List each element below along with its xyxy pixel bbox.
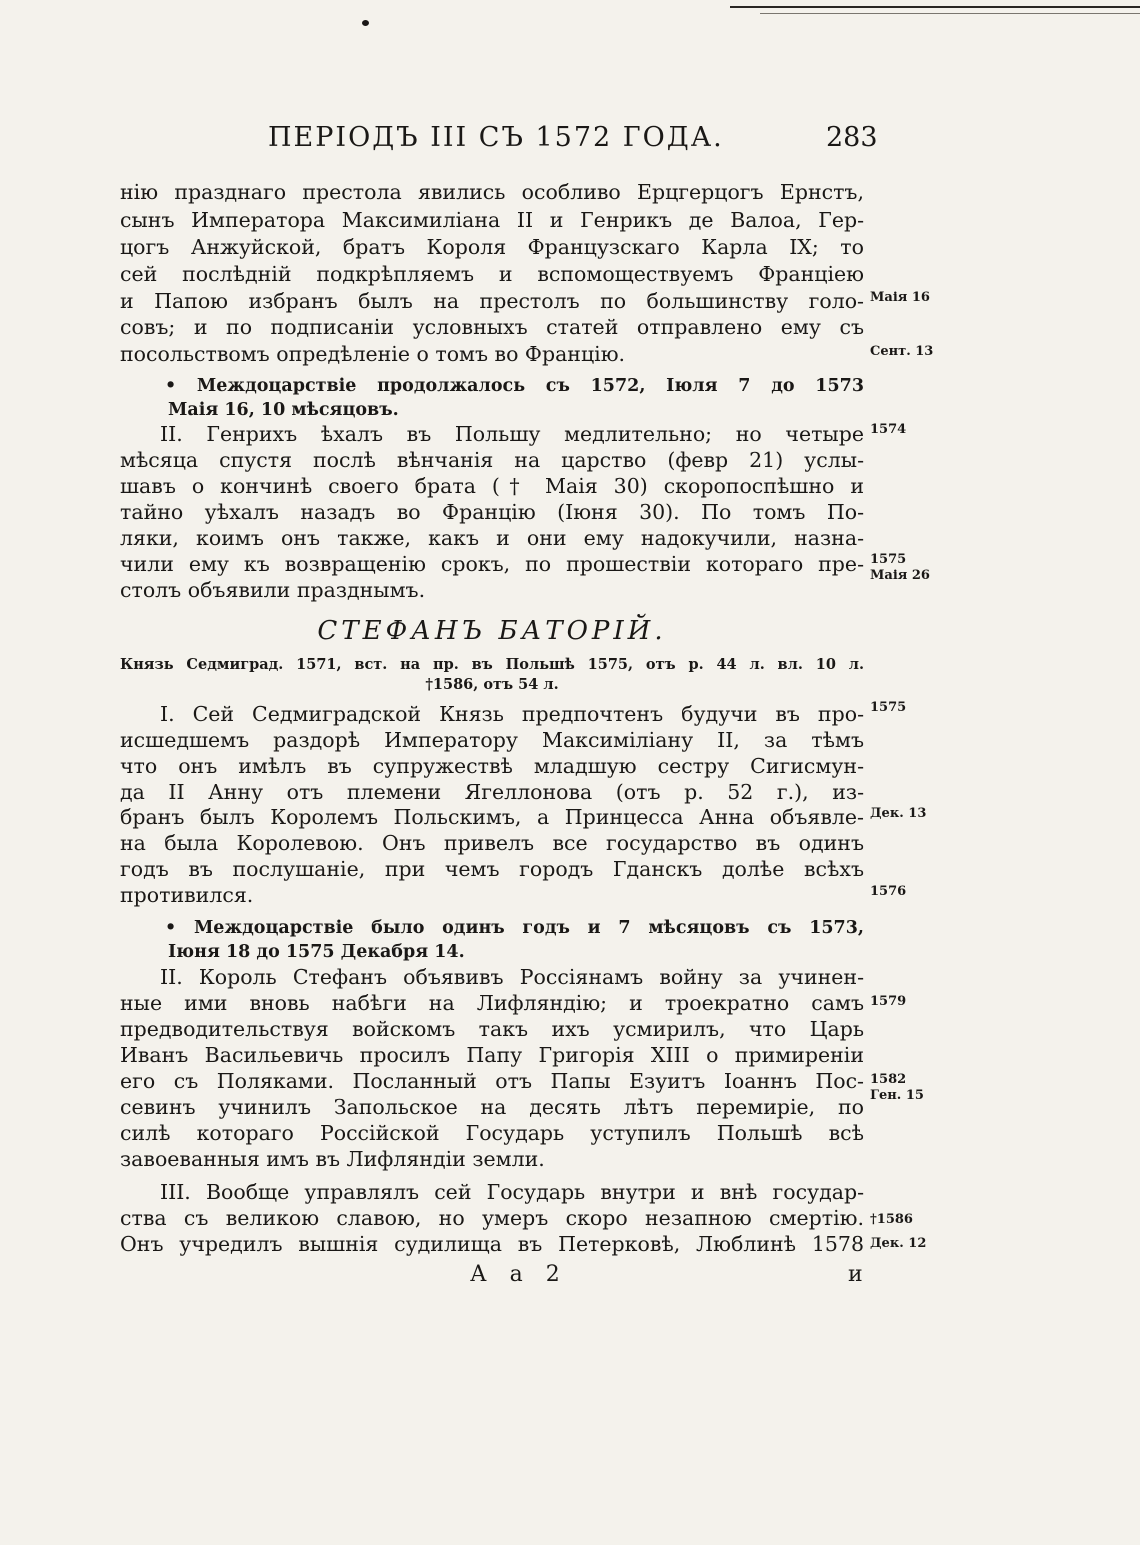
margin-note: Ген. 15	[870, 1088, 924, 1103]
text-line: Иванъ Васильевичь просилъ Папу Григорія XIII о примиреніи	[120, 1043, 864, 1067]
text-line: севинъ учинилъ Запольское на десять лѣтъ перемиріе, по	[120, 1095, 864, 1119]
margin-note: 1579	[870, 994, 907, 1009]
text-line: шавъ о кончинѣ своего брата († Маія 30) скоропоспѣшно и	[120, 474, 864, 498]
text-line: сынъ Императора Максимиліана II и Генрикъ де Валоа, Гер-	[120, 208, 864, 232]
text-line: нію празднаго престола явились особливо Ерцгерцогъ Ернстъ,	[120, 180, 864, 204]
top-rule-thin	[760, 13, 1140, 14]
text-line: мѣсяца спустя послѣ вѣнчанія на царство (февр 21) услы-	[120, 448, 864, 472]
text-line: противился.	[120, 883, 254, 907]
interregnum-note: Іюня 18 до 1575 Декабря 14.	[168, 942, 465, 962]
margin-note: 1582	[870, 1072, 907, 1087]
margin-note: 1575	[870, 552, 907, 567]
page-number: 283	[826, 122, 878, 153]
text-line: ства съ великою славою, но умеръ скоро незапною смертію.	[120, 1206, 864, 1230]
margin-note: Сент. 13	[870, 344, 934, 359]
margin-note: Дек. 12	[870, 1236, 927, 1251]
text-line: тайно уѣхалъ назадъ во Францію (Іюня 30). По томъ По-	[120, 500, 864, 524]
ruler-summary: †1586, отъ 54 л.	[425, 676, 559, 693]
text-line: на была Королевою. Онъ привелъ все государство въ одинъ	[120, 831, 864, 855]
text-line: предводительствуя войскомъ такъ ихъ усмирилъ, что Царь	[120, 1017, 864, 1041]
section-heading: СТЕФАНЪ БАТОРІЙ.	[317, 616, 667, 646]
text-line: завоеванныя имъ въ Лифляндіи земли.	[120, 1147, 545, 1171]
text-line: столъ объявили празднымъ.	[120, 578, 426, 602]
text-line: чили ему къ возвращенію срокъ, по прошествіи котораго пре-	[120, 552, 864, 576]
text-line: III. Вообще управлялъ сей Государь внутри и внѣ государ-	[160, 1180, 864, 1204]
running-head: ПЕРIОДЪ III СЪ 1572 ГОДА.	[268, 122, 724, 153]
margin-note: Маія 16	[870, 290, 930, 305]
text-line: его съ Поляками. Посланный отъ Папы Езуитъ Іоаннъ Пос-	[120, 1069, 864, 1093]
interregnum-note: Маія 16, 10 мѣсяцовъ.	[168, 400, 399, 420]
text-line: цогъ Анжуйской, братъ Короля Французскаго Карла IX; то	[120, 235, 864, 259]
margin-note: †1586	[870, 1212, 913, 1227]
text-line: да II Анну отъ племени Ягеллонова (отъ р. 52 г.), из-	[120, 780, 864, 804]
text-line: что онъ имѣлъ въ супружествѣ младшую сестру Сигисмун-	[120, 754, 864, 778]
text-line: II. Король Стефанъ объявивъ Россіянамъ войну за учинен-	[160, 965, 864, 989]
margin-note: 1576	[870, 884, 907, 899]
text-line: ляки, коимъ онъ также, какъ и они ему надокучили, назна-	[120, 526, 864, 550]
ink-speck	[362, 20, 369, 26]
catchword: и	[848, 1262, 863, 1287]
margin-note: 1574	[870, 422, 907, 437]
text-line: бранъ былъ Королемъ Польскимъ, а Принцесса Анна объявле-	[120, 805, 864, 829]
signature-mark: А а 2	[470, 1262, 568, 1287]
margin-note: Маія 26	[870, 568, 930, 583]
text-line: II. Генрихъ ѣхалъ въ Польшу медлительно; но четыре	[160, 422, 864, 446]
interregnum-note: • Междоцарствіе было одинъ годъ и 7 мѣсяцовъ съ 1573,	[165, 918, 864, 938]
interregnum-note: • Междоцарствіе продолжалось съ 1572, Іюля 7 до 1573	[165, 376, 864, 396]
ruler-summary: Князь Седмиград. 1571, вст. на пр. въ Польшѣ 1575, отъ р. 44 л. вл. 10 л.	[120, 656, 864, 673]
text-line: и Папою избранъ былъ на престолъ по большинству голо-	[120, 289, 864, 313]
text-line: I. Сей Седмиградской Князь предпочтенъ будучи въ про-	[160, 702, 864, 726]
text-line: совъ; и по подписаніи условныхъ статей отправлено ему съ	[120, 315, 864, 339]
text-line: посольствомъ опредѣленіе о томъ во Францію.	[120, 342, 626, 366]
top-rule	[730, 6, 1140, 8]
margin-note: Дек. 13	[870, 806, 927, 821]
text-line: исшедшемъ раздорѣ Императору Максиміліану II, за тѣмъ	[120, 728, 864, 752]
text-line: годъ въ послушаніе, при чемъ городъ Гданскъ долѣе всѣхъ	[120, 857, 864, 881]
text-line: сей послѣдній подкрѣпляемъ и вспомоществуемъ Франціею	[120, 262, 864, 286]
text-line: Онъ учредилъ вышнія судилища въ Петерковѣ, Люблинѣ 1578	[120, 1232, 864, 1256]
margin-note: 1575	[870, 700, 907, 715]
text-line: ные ими вновь набѣги на Лифляндію; и троекратно самъ	[120, 991, 864, 1015]
text-line: силѣ котораго Россійской Государь уступилъ Польшѣ всѣ	[120, 1121, 864, 1145]
